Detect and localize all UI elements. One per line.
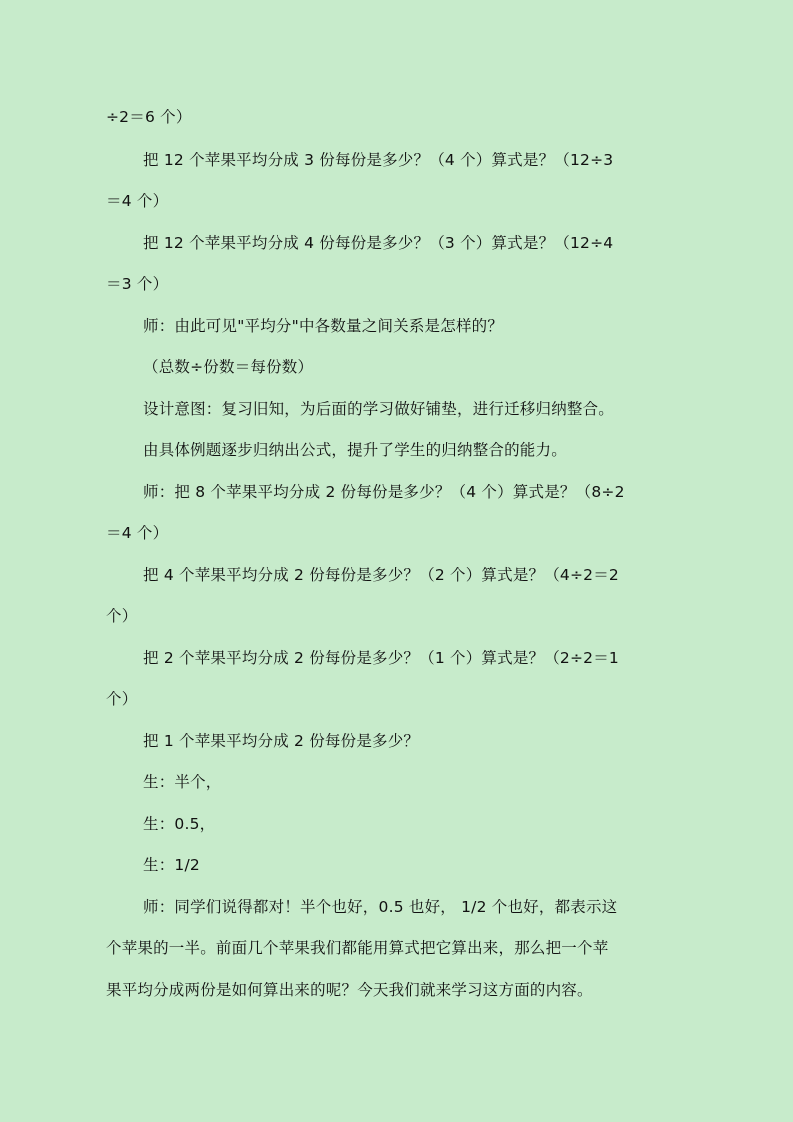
text-line: 师：由此可见"平均分"中各数量之间关系是怎样的？ [143, 317, 504, 335]
text-line: ÷2＝6 个） [106, 108, 192, 126]
text-line: ＝4 个） [106, 192, 169, 210]
text-line: 把 12 个苹果平均分成 3 份每份是多少？（4 个）算式是？（12÷3 [143, 151, 614, 169]
text-line: 把 1 个苹果平均分成 2 份每份是多少？ [143, 732, 420, 750]
text-line: 个） [106, 690, 138, 708]
text-line: ＝3 个） [106, 275, 169, 293]
text-line: 生：0.5， [143, 815, 216, 833]
text-line: （总数÷份数＝每份数） [143, 358, 314, 376]
text-line: 果平均分成两份是如何算出来的呢？今天我们就来学习这方面的内容。 [106, 981, 593, 999]
text-line: 把 2 个苹果平均分成 2 份每份是多少？（1 个）算式是？（2÷2＝1 [143, 649, 619, 667]
text-line: 师：同学们说得都对！半个也好，0.5 也好， 1/2 个也好，都表示这 [143, 898, 618, 916]
text-line: 由具体例题逐步归纳出公式，提升了学生的归纳整合的能力。 [143, 441, 567, 459]
text-line: 把 12 个苹果平均分成 4 份每份是多少？（3 个）算式是？（12÷4 [143, 234, 614, 252]
text-line: 把 4 个苹果平均分成 2 份每份是多少？（2 个）算式是？（4÷2＝2 [143, 566, 619, 584]
text-line: 设计意图：复习旧知，为后面的学习做好铺垫，进行迁移归纳整合。 [143, 400, 615, 418]
text-line: 个苹果的一半。前面几个苹果我们都能用算式把它算出来，那么把一个苹 [106, 939, 609, 957]
text-line: 生：1/2 [143, 856, 200, 874]
text-line: 生：半个， [143, 773, 222, 791]
text-line: 个） [106, 607, 138, 625]
text-line: ＝4 个） [106, 524, 169, 542]
text-line: 师：把 8 个苹果平均分成 2 份每份是多少？（4 个）算式是？（8÷2 [143, 483, 625, 501]
